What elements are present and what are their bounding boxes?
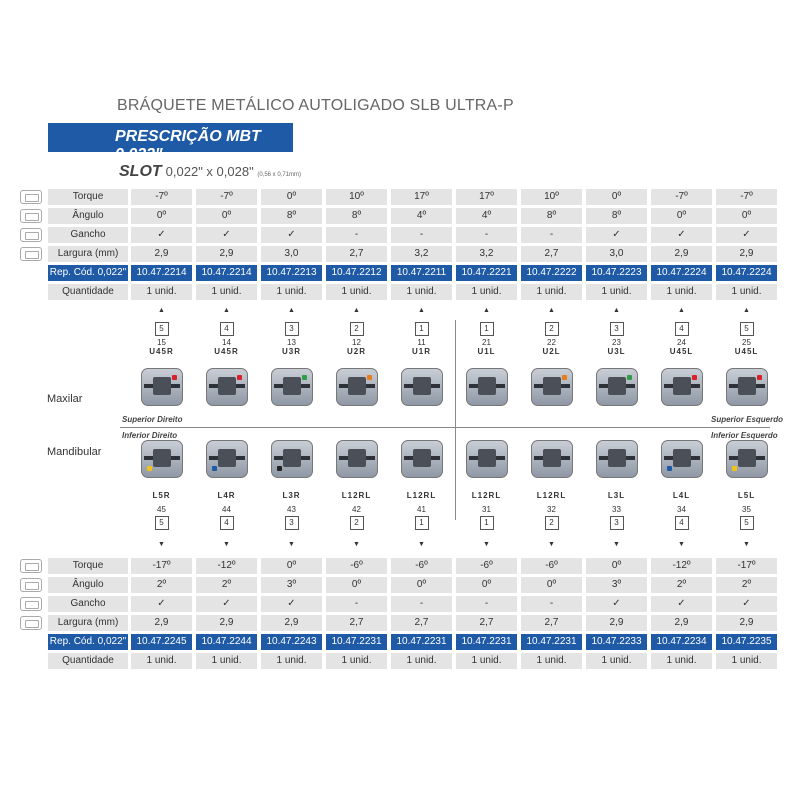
row-bracket-icon (20, 247, 42, 261)
row-bracket-icon (20, 597, 42, 611)
tooth-code: L4R (217, 491, 236, 500)
lower-code-cell: 10.47.2234 (651, 634, 712, 650)
tooth-label (592, 322, 642, 356)
lower-hook-cell: ✓ (716, 596, 777, 612)
tooth-number: 13 (287, 338, 296, 347)
tooth-code: U3R (281, 347, 301, 356)
bracket-image (531, 368, 573, 406)
tooth-number: 43 (287, 505, 296, 514)
tooth-number: 12 (352, 338, 361, 347)
lower-qty-cell: 1 unid. (196, 653, 257, 669)
tooth-position: 5 (155, 322, 169, 336)
tooth-position: 5 (155, 516, 169, 530)
upper-qty-cell: 1 unid. (521, 284, 582, 300)
lower-torque-cell: -6º (326, 558, 387, 574)
tooth-number: 42 (352, 505, 361, 514)
quadrant-lower-right: Inferior Direito (122, 431, 178, 440)
upper-width-cell: 3,2 (391, 246, 452, 262)
tooth-position: 4 (220, 516, 234, 530)
arrow-up-icon: ▲ (483, 307, 490, 314)
upper-qty-cell: 1 unid. (391, 284, 452, 300)
tooth-code: L12RL (341, 491, 372, 500)
tooth-code: U1R (411, 347, 431, 356)
tooth-label (657, 322, 707, 356)
arrow-down-icon: ▼ (158, 541, 165, 548)
tooth-position: 4 (675, 322, 689, 336)
upper-qty-cell: 1 unid. (586, 284, 647, 300)
tooth-number: 24 (677, 338, 686, 347)
quadrant-divider-vertical (455, 320, 456, 520)
upper-code-cell: 10.47.2211 (391, 265, 452, 281)
tooth-position: 4 (675, 516, 689, 530)
lower-width-cell: 2,9 (651, 615, 712, 631)
upper-angle-cell: 0º (131, 208, 192, 224)
tooth-code: L5L (737, 491, 756, 500)
lower-qty-cell: 1 unid. (586, 653, 647, 669)
tooth-label (397, 491, 447, 530)
tooth-code: L4L (672, 491, 691, 500)
upper-width-cell: 2,9 (131, 246, 192, 262)
upper-qty-cell: 1 unid. (131, 284, 192, 300)
lower-code-cell: 10.47.2244 (196, 634, 257, 650)
upper-hook-cell: ✓ (196, 227, 257, 243)
tooth-label (527, 491, 577, 530)
lower-width-cell: 2,7 (521, 615, 582, 631)
upper-hook-cell: ✓ (716, 227, 777, 243)
tooth-code: U45L (669, 347, 694, 356)
prescription-banner: PRESCRIÇÃO MBT 0,022" (48, 123, 293, 152)
tooth-label (202, 491, 252, 530)
tooth-position: 3 (610, 516, 624, 530)
row-label-width: Largura (mm) (48, 615, 128, 631)
tooth-position: 5 (740, 516, 754, 530)
arrow-up-icon: ▲ (743, 307, 750, 314)
row-label-torque: Torque (48, 189, 128, 205)
upper-angle-cell: 8º (261, 208, 322, 224)
tooth-code: U1L (477, 347, 496, 356)
bracket-image (206, 440, 248, 478)
tooth-position: 1 (480, 516, 494, 530)
lower-angle-cell: 0º (326, 577, 387, 593)
tooth-label (592, 491, 642, 530)
row-label-width: Largura (mm) (48, 246, 128, 262)
tooth-label (267, 322, 317, 356)
upper-hook-cell: - (391, 227, 452, 243)
tooth-label (527, 322, 577, 356)
tooth-code: L5R (152, 491, 171, 500)
upper-angle-cell: 0º (196, 208, 257, 224)
lower-code-cell: 10.47.2235 (716, 634, 777, 650)
lower-hook-cell: ✓ (261, 596, 322, 612)
upper-code-cell: 10.47.2224 (716, 265, 777, 281)
arrow-down-icon: ▼ (613, 541, 620, 548)
row-label-hook: Gancho (48, 227, 128, 243)
tooth-position: 4 (220, 322, 234, 336)
tooth-position: 1 (415, 516, 429, 530)
lower-angle-cell: 2º (651, 577, 712, 593)
upper-torque-cell: -7º (196, 189, 257, 205)
bracket-image (401, 440, 443, 478)
tooth-number: 25 (742, 338, 751, 347)
lower-angle-cell: 0º (456, 577, 517, 593)
tooth-label (462, 491, 512, 530)
lower-torque-cell: -6º (521, 558, 582, 574)
tooth-position: 1 (480, 322, 494, 336)
lower-torque-cell: -17º (131, 558, 192, 574)
arrow-up-icon: ▲ (548, 307, 555, 314)
lower-qty-cell: 1 unid. (261, 653, 322, 669)
lower-hook-cell: - (391, 596, 452, 612)
quadrant-upper-left: Superior Esquerdo (711, 415, 784, 424)
row-bracket-icon (20, 616, 42, 630)
tooth-number: 23 (612, 338, 621, 347)
lower-width-cell: 2,9 (261, 615, 322, 631)
lower-torque-cell: -6º (391, 558, 452, 574)
upper-qty-cell: 1 unid. (196, 284, 257, 300)
row-label-angle: Ângulo (48, 577, 128, 593)
lower-torque-cell: 0º (586, 558, 647, 574)
slot-spec (119, 163, 301, 181)
lower-torque-cell: -17º (716, 558, 777, 574)
tooth-label (462, 322, 512, 356)
lower-code-cell: 10.47.2231 (456, 634, 517, 650)
tooth-number: 35 (742, 505, 751, 514)
row-label-qty: Quantidade (48, 284, 128, 300)
lower-qty-cell: 1 unid. (716, 653, 777, 669)
lower-qty-cell: 1 unid. (391, 653, 452, 669)
tooth-code: L3R (282, 491, 301, 500)
bracket-image (596, 368, 638, 406)
tooth-number: 44 (222, 505, 231, 514)
tooth-label (267, 491, 317, 530)
lower-hook-cell: ✓ (196, 596, 257, 612)
upper-angle-cell: 4º (391, 208, 452, 224)
bracket-image (141, 440, 183, 478)
lower-width-cell: 2,7 (456, 615, 517, 631)
lower-code-cell: 10.47.2245 (131, 634, 192, 650)
lower-qty-cell: 1 unid. (131, 653, 192, 669)
arrow-down-icon: ▼ (548, 541, 555, 548)
lower-hook-cell: - (456, 596, 517, 612)
lower-hook-cell: ✓ (651, 596, 712, 612)
tooth-label (137, 491, 187, 530)
lower-code-cell: 10.47.2243 (261, 634, 322, 650)
upper-angle-cell: 8º (586, 208, 647, 224)
bracket-image (336, 368, 378, 406)
tooth-number: 22 (547, 338, 556, 347)
upper-code-cell: 10.47.2221 (456, 265, 517, 281)
upper-width-cell: 2,9 (196, 246, 257, 262)
lower-hook-cell: - (521, 596, 582, 612)
arrow-up-icon: ▲ (288, 307, 295, 314)
lower-width-cell: 2,9 (196, 615, 257, 631)
upper-angle-cell: 0º (651, 208, 712, 224)
tooth-number: 32 (547, 505, 556, 514)
bracket-image (661, 368, 703, 406)
upper-width-cell: 2,7 (326, 246, 387, 262)
arrow-down-icon: ▼ (288, 541, 295, 548)
bracket-image (661, 440, 703, 478)
tooth-number: 15 (157, 338, 166, 347)
upper-code-cell: 10.47.2223 (586, 265, 647, 281)
bracket-image (726, 368, 768, 406)
tooth-code: L12RL (406, 491, 437, 500)
row-label-torque: Torque (48, 558, 128, 574)
row-bracket-icon (20, 190, 42, 204)
row-label-code: Rep. Cód. 0,022" (48, 634, 128, 650)
arrow-up-icon: ▲ (613, 307, 620, 314)
tooth-position: 3 (285, 516, 299, 530)
upper-hook-cell: ✓ (651, 227, 712, 243)
lower-qty-cell: 1 unid. (326, 653, 387, 669)
side-label-lower: Mandibular (47, 446, 102, 458)
tooth-code: U45R (214, 347, 239, 356)
tooth-label (332, 322, 382, 356)
upper-code-cell: 10.47.2213 (261, 265, 322, 281)
tooth-position: 2 (545, 516, 559, 530)
arrow-down-icon: ▼ (223, 541, 230, 548)
upper-torque-cell: 17º (391, 189, 452, 205)
bracket-image (271, 368, 313, 406)
lower-angle-cell: 3º (586, 577, 647, 593)
bracket-image (726, 440, 768, 478)
lower-angle-cell: 2º (131, 577, 192, 593)
tooth-code: U45R (149, 347, 174, 356)
upper-angle-cell: 8º (326, 208, 387, 224)
upper-torque-cell: 10º (521, 189, 582, 205)
lower-qty-cell: 1 unid. (456, 653, 517, 669)
upper-angle-cell: 4º (456, 208, 517, 224)
arrow-down-icon: ▼ (418, 541, 425, 548)
tooth-label (332, 491, 382, 530)
lower-torque-cell: 0º (261, 558, 322, 574)
row-bracket-icon (20, 209, 42, 223)
lower-angle-cell: 2º (716, 577, 777, 593)
lower-width-cell: 2,9 (131, 615, 192, 631)
lower-hook-cell: - (326, 596, 387, 612)
arrow-down-icon: ▼ (743, 541, 750, 548)
tooth-code: L12RL (536, 491, 567, 500)
arrow-up-icon: ▲ (678, 307, 685, 314)
tooth-label (722, 322, 772, 356)
tooth-position: 2 (350, 322, 364, 336)
tooth-position: 1 (415, 322, 429, 336)
upper-torque-cell: 0º (586, 189, 647, 205)
lower-width-cell: 2,7 (391, 615, 452, 631)
tooth-code: U3L (607, 347, 626, 356)
tooth-code: U2R (346, 347, 366, 356)
row-label-code: Rep. Cód. 0,022" (48, 265, 128, 281)
upper-hook-cell: ✓ (586, 227, 647, 243)
lower-angle-cell: 3º (261, 577, 322, 593)
upper-torque-cell: -7º (651, 189, 712, 205)
lower-angle-cell: 0º (391, 577, 452, 593)
lower-hook-cell: ✓ (131, 596, 192, 612)
tooth-position: 3 (610, 322, 624, 336)
tooth-position: 3 (285, 322, 299, 336)
tooth-code: U45L (734, 347, 759, 356)
arrow-up-icon: ▲ (418, 307, 425, 314)
page-title: BRÁQUETE METÁLICO AUTOLIGADO SLB ULTRA-P (117, 97, 514, 114)
arrow-down-icon: ▼ (483, 541, 490, 548)
lower-hook-cell: ✓ (586, 596, 647, 612)
lower-torque-cell: -12º (196, 558, 257, 574)
tooth-label (397, 322, 447, 356)
upper-qty-cell: 1 unid. (326, 284, 387, 300)
tooth-code: U2L (542, 347, 561, 356)
tooth-label (137, 322, 187, 356)
lower-torque-cell: -12º (651, 558, 712, 574)
upper-width-cell: 2,9 (716, 246, 777, 262)
lower-angle-cell: 2º (196, 577, 257, 593)
upper-width-cell: 3,0 (586, 246, 647, 262)
upper-angle-cell: 0º (716, 208, 777, 224)
lower-width-cell: 2,9 (586, 615, 647, 631)
arrow-up-icon: ▲ (353, 307, 360, 314)
bracket-image (141, 368, 183, 406)
quadrant-divider-horizontal (120, 427, 770, 428)
upper-torque-cell: -7º (131, 189, 192, 205)
tooth-position: 5 (740, 322, 754, 336)
upper-code-cell: 10.47.2214 (196, 265, 257, 281)
bracket-image (466, 368, 508, 406)
upper-width-cell: 2,9 (651, 246, 712, 262)
arrow-down-icon: ▼ (353, 541, 360, 548)
quadrant-upper-right: Superior Direito (122, 415, 183, 424)
tooth-number: 31 (482, 505, 491, 514)
upper-qty-cell: 1 unid. (651, 284, 712, 300)
tooth-label (657, 491, 707, 530)
tooth-number: 34 (677, 505, 686, 514)
lower-qty-cell: 1 unid. (521, 653, 582, 669)
upper-qty-cell: 1 unid. (716, 284, 777, 300)
upper-code-cell: 10.47.2214 (131, 265, 192, 281)
tooth-label (722, 491, 772, 530)
lower-code-cell: 10.47.2231 (391, 634, 452, 650)
bracket-image (271, 440, 313, 478)
upper-hook-cell: ✓ (131, 227, 192, 243)
arrow-down-icon: ▼ (678, 541, 685, 548)
upper-torque-cell: -7º (716, 189, 777, 205)
bracket-image (531, 440, 573, 478)
slot-value: 0,022" x 0,028" (165, 164, 254, 179)
row-label-hook: Gancho (48, 596, 128, 612)
bracket-image (206, 368, 248, 406)
bracket-image (401, 368, 443, 406)
tooth-number: 14 (222, 338, 231, 347)
bracket-image (466, 440, 508, 478)
row-bracket-icon (20, 578, 42, 592)
tooth-number: 11 (417, 338, 426, 347)
lower-angle-cell: 0º (521, 577, 582, 593)
upper-torque-cell: 10º (326, 189, 387, 205)
lower-width-cell: 2,7 (326, 615, 387, 631)
upper-torque-cell: 0º (261, 189, 322, 205)
upper-qty-cell: 1 unid. (456, 284, 517, 300)
tooth-number: 33 (612, 505, 621, 514)
lower-torque-cell: -6º (456, 558, 517, 574)
upper-code-cell: 10.47.2212 (326, 265, 387, 281)
lower-code-cell: 10.47.2231 (326, 634, 387, 650)
arrow-up-icon: ▲ (223, 307, 230, 314)
row-label-qty: Quantidade (48, 653, 128, 669)
upper-hook-cell: ✓ (261, 227, 322, 243)
arrow-up-icon: ▲ (158, 307, 165, 314)
row-label-angle: Ângulo (48, 208, 128, 224)
tooth-position: 2 (545, 322, 559, 336)
upper-torque-cell: 17º (456, 189, 517, 205)
lower-code-cell: 10.47.2233 (586, 634, 647, 650)
side-label-upper: Maxilar (47, 393, 83, 405)
upper-qty-cell: 1 unid. (261, 284, 322, 300)
upper-width-cell: 2,7 (521, 246, 582, 262)
tooth-code: L3L (607, 491, 626, 500)
upper-hook-cell: - (326, 227, 387, 243)
upper-width-cell: 3,2 (456, 246, 517, 262)
lower-width-cell: 2,9 (716, 615, 777, 631)
upper-hook-cell: - (521, 227, 582, 243)
lower-qty-cell: 1 unid. (651, 653, 712, 669)
upper-width-cell: 3,0 (261, 246, 322, 262)
tooth-number: 21 (482, 338, 491, 347)
lower-code-cell: 10.47.2231 (521, 634, 582, 650)
slot-metric: (0,56 x 0,71mm) (257, 172, 302, 178)
upper-code-cell: 10.47.2224 (651, 265, 712, 281)
bracket-image (336, 440, 378, 478)
row-bracket-icon (20, 228, 42, 242)
quadrant-lower-left: Inferior Esquerdo (711, 431, 778, 440)
tooth-code: L12RL (471, 491, 502, 500)
row-bracket-icon (20, 559, 42, 573)
upper-code-cell: 10.47.2222 (521, 265, 582, 281)
slot-label: SLOT (119, 163, 162, 180)
tooth-number: 41 (417, 505, 426, 514)
tooth-label (202, 322, 252, 356)
upper-hook-cell: - (456, 227, 517, 243)
tooth-position: 2 (350, 516, 364, 530)
tooth-number: 45 (157, 505, 166, 514)
upper-angle-cell: 8º (521, 208, 582, 224)
bracket-image (596, 440, 638, 478)
